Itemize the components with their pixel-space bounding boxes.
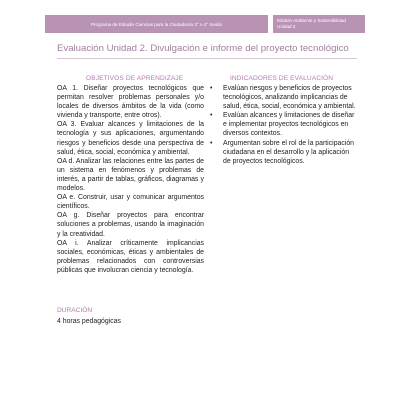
duracion-value: 4 horas pedagógicas (57, 318, 121, 325)
bullet-icon: • (210, 139, 213, 147)
objetivo-item: OA 3. Evaluar alcances y limitaciones de la tecnología y sus aplicaciones, argumentando riesgos y beneficios desde una perspectiva de salud, ética, social, económica y ambiental. (57, 121, 204, 156)
objetivo-item: OA 1. Diseñar proyectos tecnológicos que permitan resolver problemas personales y/o locales de diversos ámbitos de la vida (como vivienda y transporte, entre otros). (57, 85, 204, 120)
indicador-item (210, 139, 358, 166)
objetivo-item: OA g. Diseñar proyectos para encontrar soluciones a problemas, usando la imaginación y la creatividad. (57, 212, 204, 238)
header-module-name: Módulo Ambiente y Sostenibilidad (277, 18, 346, 23)
bullet-icon: • (210, 85, 213, 92)
indicador-text: Evalúan alcances y limitaciones de diseñar e implementar proyectos tecnológicos en diversos contextos. (223, 112, 355, 138)
bullet-icon: • (210, 112, 213, 120)
indicador-text: Evalúan riesgos y beneficios de proyectos tecnológicos, analizando implicancias de salud, ética, social, económica y ambiental. (223, 85, 356, 111)
objetivos-heading: OBJETIVOS DE APRENDIZAJE (86, 75, 184, 82)
objetivo-item: OA i. Analizar críticamente implicancias sociales, económicas, éticas y ambientales de problemas relacionados con controversias públicas que involucran ciencia y tecnología. (57, 239, 204, 274)
indicador-item (210, 111, 358, 138)
objetivo-item: OA e. Construir, usar y comunicar argumentos científicos. (57, 194, 204, 211)
duracion-heading: DURACIÓN (57, 307, 93, 314)
objetivos-list (57, 84, 204, 275)
header-module-label (273, 15, 365, 33)
objetivo-item: OA d. Analizar las relaciones entre las partes de un sistema en fenómenos y problemas de interés, a partir de tablas, gráficos, diagramas y modelos. (57, 157, 204, 193)
indicadores-list (210, 84, 358, 166)
header-bar (45, 15, 365, 33)
indicador-item (210, 84, 358, 111)
indicador-text: Argumentan sobre el rol de la participación ciudadana en el desarrollo y la aplicación de proyectos tecnológicos. (223, 139, 354, 165)
page-title: Evaluación Unidad 2. Divulgación e informe del proyecto tecnológico (57, 43, 349, 54)
title-divider (57, 58, 357, 59)
indicadores-heading: INDICADORES DE EVALUACIÓN (230, 75, 334, 82)
header-program-label: Programa de Estudio Ciencias para la Ciudadanía 3° o 4° medio (45, 15, 268, 33)
header-unit-name: Unidad 2 (277, 24, 296, 29)
